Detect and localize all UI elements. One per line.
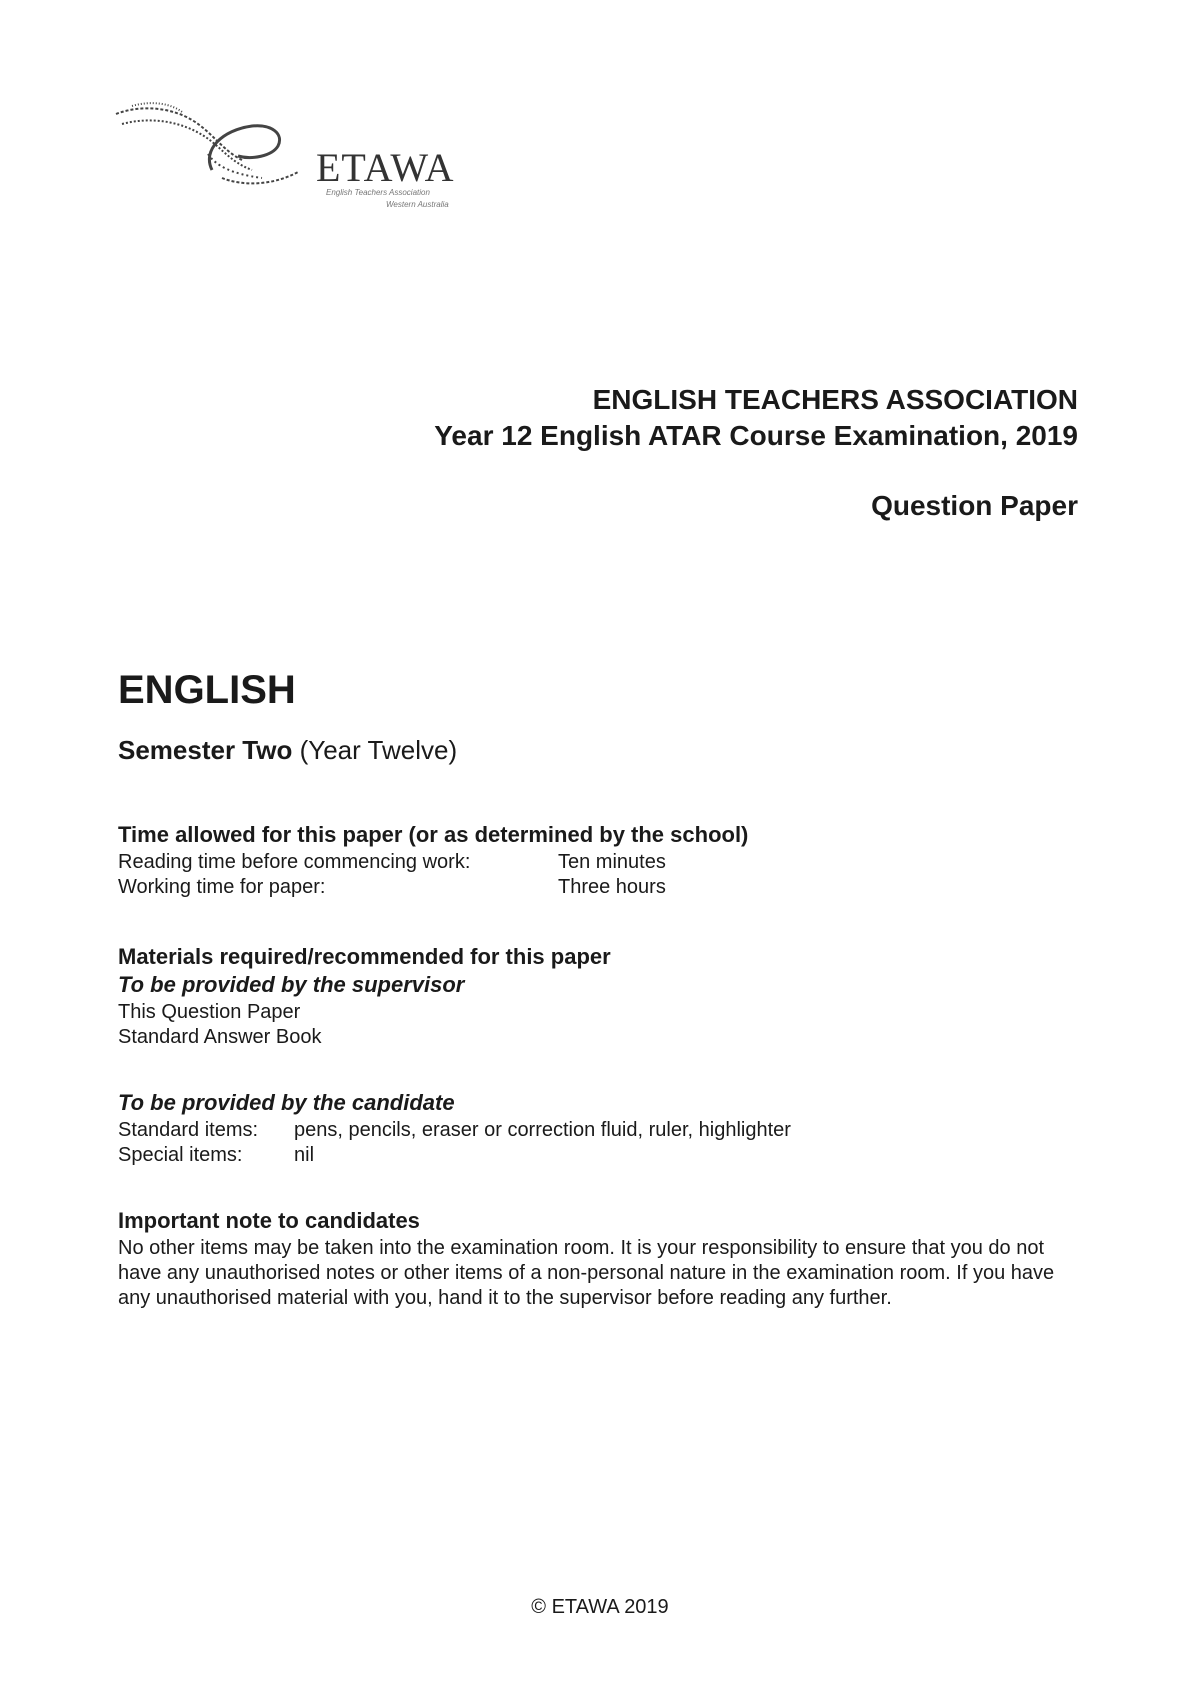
candidate-row <box>118 1143 1078 1168</box>
semester-year: (Year Twelve) <box>299 735 458 765</box>
cover-content <box>118 668 1078 1311</box>
time-row-value: Three hours <box>558 876 666 898</box>
etawa-logo <box>112 100 492 220</box>
important-note-body: No other items may be taken into the examination room. It is your responsibility to ensure that you do not have any unauthorised notes or other items of a non-personal nature in the examination room. If you have any unauthorised material with you, hand it to the supervisor before reading any further. <box>118 1237 1055 1309</box>
time-row <box>118 875 1078 900</box>
exam-title: Year 12 English ATAR Course Examination, 2019 <box>434 420 1078 451</box>
logo-wordmark: ETAWA <box>316 145 455 190</box>
copyright-footer: © ETAWA 2019 <box>531 1596 669 1618</box>
candidate-row-label: Standard items: <box>118 1119 259 1141</box>
time-row-label: Reading time before commencing work: <box>118 851 471 873</box>
swirl-logo-icon <box>112 100 322 190</box>
paper-type: Question Paper <box>871 490 1078 521</box>
logo-tagline-1: English Teachers Association <box>326 188 430 197</box>
time-row <box>118 850 1078 875</box>
materials-section <box>118 944 1078 1168</box>
supervisor-item: Standard Answer Book <box>118 1026 322 1048</box>
supervisor-item: This Question Paper <box>118 1001 301 1023</box>
exam-header <box>434 382 1078 454</box>
important-note-heading: Important note to candidates <box>118 1208 420 1233</box>
candidate-row <box>118 1118 1078 1143</box>
semester-bold: Semester Two <box>118 735 293 765</box>
time-row-value: Ten minutes <box>558 851 666 873</box>
organisation-name: ENGLISH TEACHERS ASSOCIATION <box>592 384 1078 415</box>
candidate-row-label: Special items: <box>118 1144 243 1166</box>
time-row-label: Working time for paper: <box>118 876 326 898</box>
time-allowed-section <box>118 822 1078 900</box>
candidate-heading: To be provided by the candidate <box>118 1090 455 1115</box>
important-note-section <box>118 1208 1078 1311</box>
semester-line <box>118 735 1078 766</box>
candidate-row-value: pens, pencils, eraser or correction fluid, ruler, highlighter <box>294 1119 791 1141</box>
subject-title: ENGLISH <box>118 668 296 712</box>
time-allowed-heading: Time allowed for this paper (or as determined by the school) <box>118 822 749 847</box>
supervisor-heading: To be provided by the supervisor <box>118 972 465 997</box>
candidate-row-value: nil <box>294 1144 315 1166</box>
logo-tagline-2: Western Australia <box>386 200 449 209</box>
materials-heading: Materials required/recommended for this paper <box>118 944 611 969</box>
